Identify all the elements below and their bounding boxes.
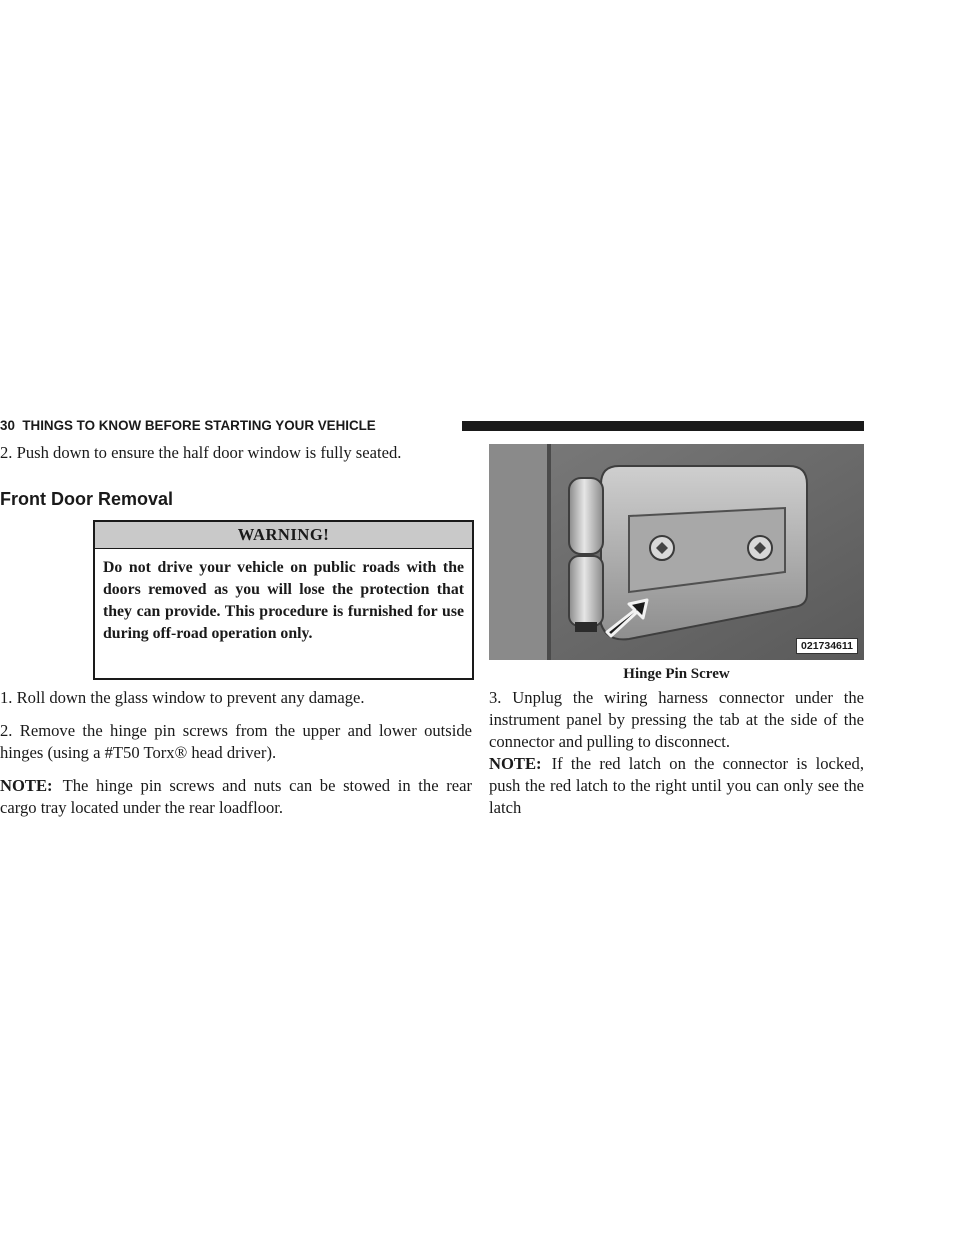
hinge-pin-figure bbox=[489, 444, 864, 660]
section-name: THINGS TO KNOW BEFORE STARTING YOUR VEHICLE bbox=[22, 418, 376, 433]
warning-heading: WARNING! bbox=[95, 522, 472, 549]
running-header bbox=[0, 417, 864, 435]
note-text: The hinge pin screws and nuts can be stowed in the rear cargo tray located under the rear loadfloor. bbox=[0, 776, 472, 817]
step-2-push-paragraph: 2. Push down to ensure the half door window is fully seated. bbox=[0, 443, 402, 462]
note-paragraph-2 bbox=[489, 753, 864, 819]
step-3-paragraph: 3. Unplug the wiring harness connector under the instrument panel by pressing the tab at the side of the connector and pulling to disconnect. bbox=[489, 688, 864, 751]
figure-id: 021734611 bbox=[796, 638, 858, 654]
note-text-2: If the red latch on the connector is locked, push the red latch to the right until you can only see the latch bbox=[489, 754, 864, 817]
hinge-illustration bbox=[489, 444, 864, 660]
page-number: 30 bbox=[0, 418, 15, 433]
figure-caption: Hinge Pin Screw bbox=[623, 666, 730, 682]
header-rule bbox=[462, 421, 864, 431]
warning-text: Do not drive your vehicle on public roads with the doors removed as you will lose the protection that they can provide. This procedure is furnished for use during off-road operation only. bbox=[103, 559, 464, 642]
header-text bbox=[0, 417, 384, 435]
warning-box bbox=[93, 520, 474, 680]
step-1-paragraph: 1. Roll down the glass window to prevent any damage. bbox=[0, 688, 365, 707]
section-title: Front Door Removal bbox=[0, 489, 174, 509]
note-label: NOTE: bbox=[0, 776, 53, 795]
note-label-2: NOTE: bbox=[489, 754, 542, 773]
note-paragraph bbox=[0, 775, 472, 819]
step-2-paragraph: 2. Remove the hinge pin screws from the upper and lower outside hinges (using a #T50 Torx® head driver). bbox=[0, 721, 472, 762]
